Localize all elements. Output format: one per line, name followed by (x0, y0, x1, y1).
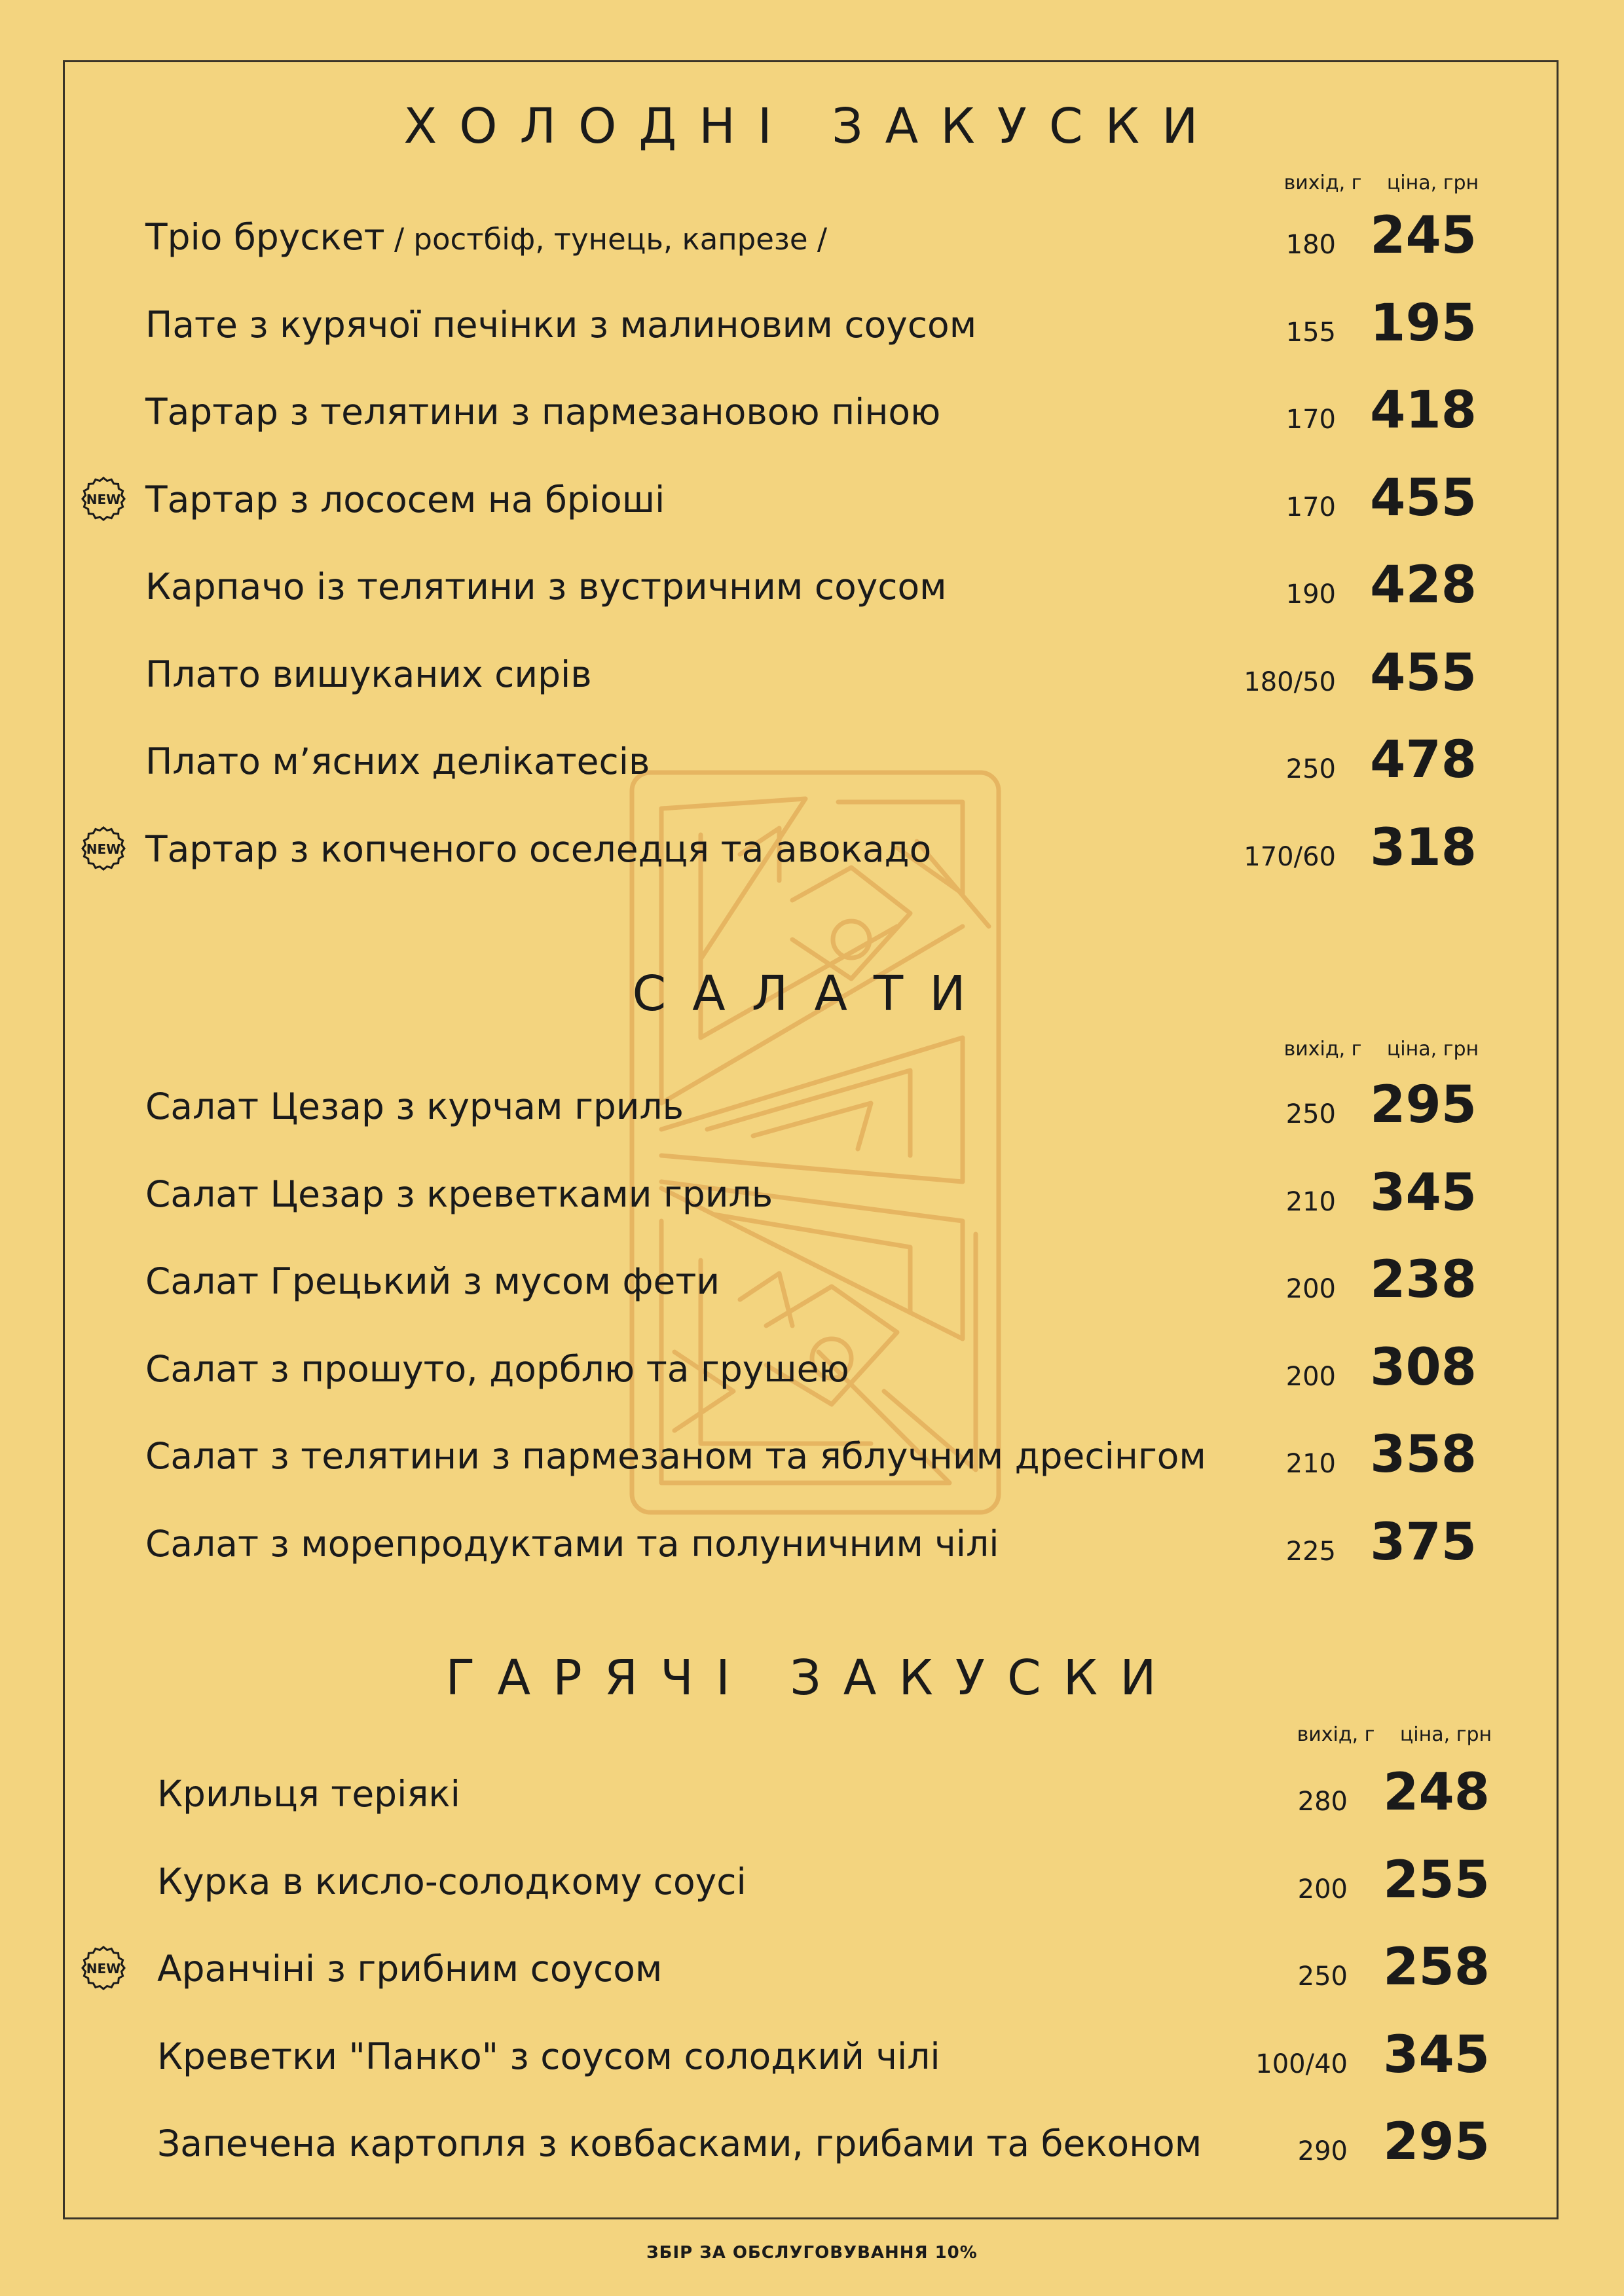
menu-item-weight: 250 (1285, 754, 1336, 784)
menu-item-row (0, 643, 1624, 727)
menu-item-title: Салат з морепродуктами та полуничним чілі (145, 1522, 999, 1565)
menu-item-row (0, 1425, 1624, 1508)
menu-item-weight: 170 (1285, 405, 1336, 435)
menu-item-weight: 155 (1285, 317, 1336, 348)
menu-item-title: Карпачо із телятини з вустричним соусом (145, 566, 947, 608)
menu-item-weight: 180/50 (1244, 666, 1336, 697)
price-column-header: ціна, грн (1386, 1038, 1479, 1061)
menu-item-price: 428 (1370, 556, 1477, 615)
menu-item-title: Салат Цезар з курчам гриль (145, 1085, 684, 1127)
menu-item-row (0, 818, 1624, 902)
menu-item-price: 455 (1370, 643, 1477, 702)
section-title-cold-appetizers: ХОЛОДНІ ЗАКУСКИ (403, 98, 1221, 155)
new-badge-icon (81, 826, 126, 871)
menu-item-row (0, 1076, 1624, 1159)
menu-item-weight: 290 (1297, 2136, 1348, 2166)
menu-item-name (157, 1942, 662, 1995)
weight-column-header: вихід, г (1283, 172, 1362, 194)
menu-item-row (0, 1850, 1624, 1934)
menu-item-weight: 190 (1285, 579, 1336, 610)
menu-item-title: Тріо брускет (145, 216, 385, 258)
menu-item-price: 318 (1370, 818, 1477, 877)
menu-item-name (145, 1168, 773, 1220)
menu-item-row (0, 381, 1624, 464)
menu-item-price: 418 (1370, 381, 1477, 440)
menu-item-price: 345 (1383, 2025, 1490, 2085)
service-charge-note: ЗБІР ЗА ОБСЛУГОВУВАННЯ 10% (646, 2243, 978, 2263)
menu-item-name (145, 1518, 999, 1570)
menu-item-name (145, 211, 827, 266)
menu-item-row (0, 293, 1624, 377)
menu-item-weight: 200 (1285, 1274, 1336, 1304)
menu-item-price: 358 (1370, 1425, 1477, 1484)
menu-item-price: 255 (1383, 1850, 1490, 1910)
menu-item-title: Курка в кисло-солодкому соусі (157, 1860, 747, 1903)
menu-item-row (0, 468, 1624, 552)
menu-item-price: 238 (1370, 1250, 1477, 1309)
menu-item-weight: 250 (1285, 1099, 1336, 1129)
menu-item-weight: 170 (1285, 492, 1336, 522)
menu-item-name (145, 299, 976, 351)
menu-item-row (0, 1938, 1624, 2021)
menu-item-row (0, 1763, 1624, 1846)
menu-item-name (157, 1768, 460, 1820)
menu-item-title: Тартар з копченого оселедця та авокадо (145, 828, 932, 870)
price-column-header: ціна, грн (1399, 1723, 1492, 1746)
menu-item-title: Запечена картопля з ковбасками, грибами та беконом (157, 2123, 1202, 2164)
menu-item-name (145, 735, 650, 788)
section-title-hot-appetizers: ГАРЯЧІ ЗАКУСКИ (445, 1650, 1179, 1706)
weight-column-header: вихід, г (1283, 1038, 1362, 1061)
menu-item-name (157, 1855, 747, 1908)
menu-item-title: Аранчіні з грибним соусом (157, 1948, 663, 1990)
menu-item-name (145, 560, 947, 613)
menu-item-weight: 210 (1285, 1186, 1336, 1217)
weight-column-header: вихід, г (1297, 1723, 1375, 1746)
menu-item-price: 245 (1370, 206, 1477, 265)
menu-item-row (0, 1250, 1624, 1334)
menu-item-title: Креветки "Панко" з соусом солодкий чілі (157, 2035, 940, 2077)
menu-item-name (145, 386, 940, 438)
menu-item-weight: 225 (1285, 1536, 1336, 1567)
menu-item-title: Плато м’ясних делікатесів (145, 740, 650, 782)
menu-item-weight: 200 (1285, 1361, 1336, 1392)
menu-item-price: 478 (1370, 731, 1477, 790)
menu-item-name (145, 1343, 849, 1395)
menu-item-name (145, 648, 592, 701)
menu-item-row (0, 206, 1624, 289)
menu-item-name (145, 1430, 1206, 1482)
menu-item-row (0, 2113, 1624, 2196)
menu-item-weight: 200 (1297, 1874, 1348, 1904)
menu-item-title: Салат Грецький з мусом фети (145, 1260, 720, 1302)
new-badge-icon (81, 1946, 126, 1990)
menu-item-price: 375 (1370, 1512, 1477, 1572)
menu-item-weight: 180 (1285, 230, 1336, 260)
menu-item-title: Салат Цезар з креветками гриль (145, 1173, 773, 1215)
menu-item-description: / ростбіф, тунець, капрезе / (384, 222, 828, 257)
menu-item-row (0, 1512, 1624, 1596)
new-badge-label: NEW (86, 841, 121, 857)
menu-item-price: 455 (1370, 468, 1477, 528)
menu-item-row (0, 1338, 1624, 1421)
menu-item-title: Тартар з телятини з пармезановою піною (145, 391, 941, 433)
menu-item-weight: 210 (1285, 1449, 1336, 1479)
menu-item-name (145, 1080, 684, 1133)
menu-item-price: 308 (1370, 1338, 1477, 1397)
menu-item-title: Плато вишуканих сирів (145, 653, 592, 695)
menu-item-title: Салат з прошуто, дорблю та грушею (145, 1347, 849, 1390)
menu-item-weight: 100/40 (1255, 2049, 1348, 2079)
menu-item-name (145, 1255, 720, 1307)
menu-item-weight: 280 (1297, 1787, 1348, 1817)
section-title-salads: САЛАТИ (632, 966, 992, 1022)
new-badge-label: NEW (86, 491, 121, 507)
menu-item-price: 258 (1383, 1938, 1490, 1997)
menu-item-price: 295 (1370, 1076, 1477, 1135)
menu-item-weight: 250 (1297, 1961, 1348, 1992)
price-column-header: ціна, грн (1386, 172, 1479, 194)
menu-item-name (145, 823, 931, 875)
menu-item-title: Крильця теріякі (157, 1773, 460, 1815)
menu-item-row (0, 731, 1624, 814)
menu-item-price: 195 (1370, 293, 1477, 353)
menu-item-price: 248 (1383, 1763, 1490, 1822)
menu-item-title: Тартар з лососем на бріоші (145, 478, 665, 520)
menu-item-title: Пате з курячої печінки з малиновим соусом (145, 303, 977, 346)
new-badge-icon (81, 477, 126, 521)
menu-item-name (145, 473, 665, 526)
menu-item-title: Салат з телятини з пармезаном та яблучним дресінгом (145, 1435, 1206, 1477)
new-badge-label: NEW (86, 1961, 121, 1977)
menu-item-row (0, 556, 1624, 639)
menu-item-row (0, 2025, 1624, 2109)
menu-item-price: 345 (1370, 1163, 1477, 1222)
menu-item-weight: 170/60 (1244, 841, 1336, 872)
menu-item-row (0, 1163, 1624, 1247)
menu-item-price: 295 (1383, 2113, 1490, 2172)
menu-item-name (157, 2117, 1202, 2170)
menu-item-name (157, 2030, 940, 2083)
